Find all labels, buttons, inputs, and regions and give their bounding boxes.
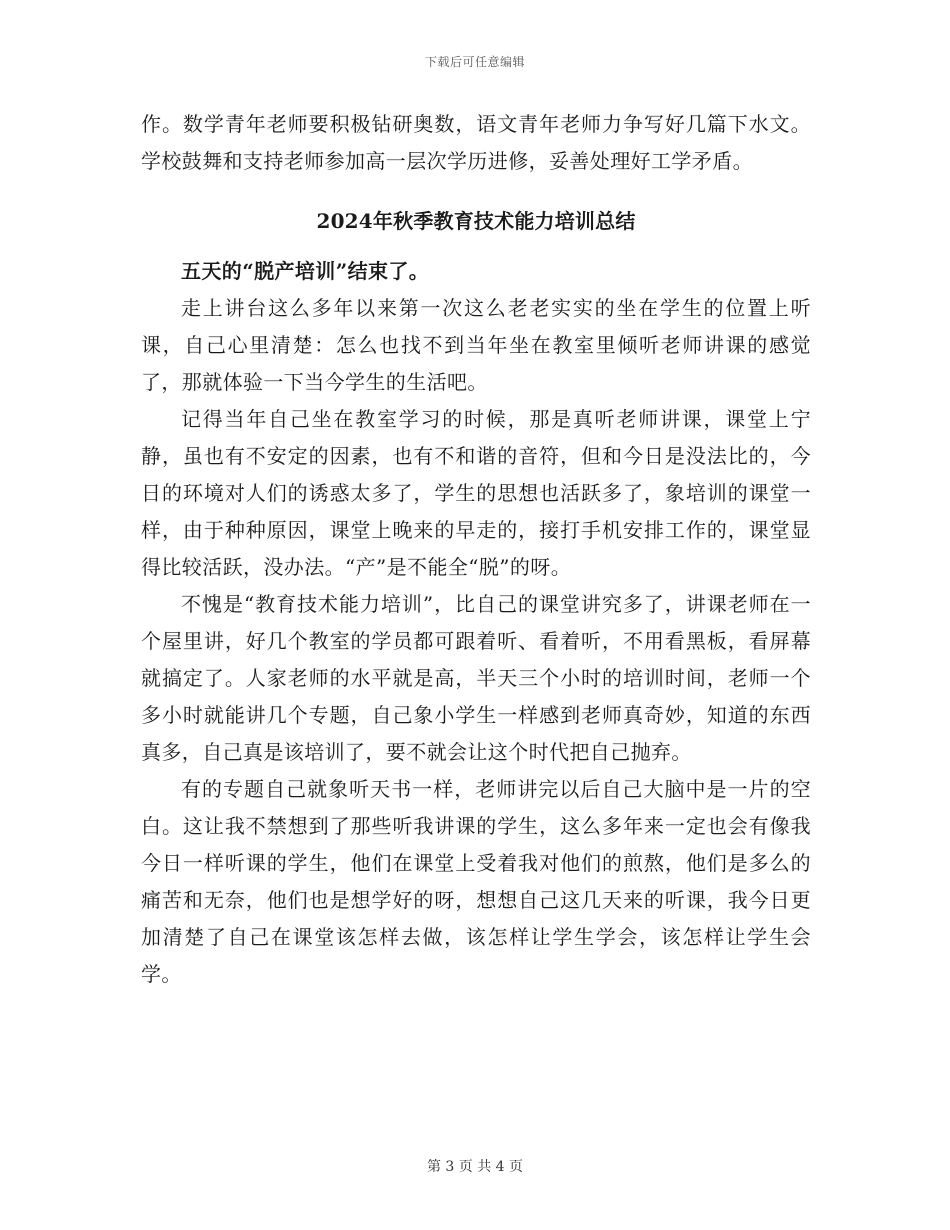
document-title: 2024年秋季教育技术能力培训总结 xyxy=(316,209,636,233)
paragraph: 走上讲台这么多年以来第一次这么老老实实的坐在学生的位置上听课，自己心里清楚：怎么也找不到当年坐在教室里倾听老师讲课的感觉了，那就体验一下当今学生的生活吧。 xyxy=(141,296,811,394)
intro-paragraph: 作。数学青年老师要积极钻研奥数，语文青年老师力争写好几篇下水文。学校鼓舞和支持老师参加高一层次学历进修，妥善处理好工学矛盾。 xyxy=(141,112,811,173)
paragraph-lead: 五天的“脱产培训”结束了。 xyxy=(181,259,430,283)
page-number: 第 3 页 共 4 页 xyxy=(426,1159,524,1175)
paragraph: 不愧是“教育技术能力培训”，比自己的课堂讲究多了，讲课老师在一个屋里讲，好几个教室的学员都可跟着听、看着听，不用看黑板，看屏幕就搞定了。人家老师的水平就是高，半天三个小时的培训时间，老师一个多小时就能讲几个专题，自己象小学生一样感到老师真奇妙，知道的东西真多，自己真是该培训了，要不就会让这个时代把自己抛弃。 xyxy=(141,592,811,764)
header-note: 下载后可任意编辑 xyxy=(424,55,525,69)
paragraph: 有的专题自己就象听天书一样，老师讲完以后自己大脑中是一片的空白。这让我不禁想到了那些听我讲课的学生，这么多年来一定也会有像我今日一样听课的学生，他们在课堂上受着我对他们的煎熬，他们是多么的痛苦和无奈，他们也是想学好的呀，想想自己这几天来的听课，我今日更加清楚了自己在课堂该怎样去做，该怎样让学生学会，该怎样让学生会学。 xyxy=(141,777,811,986)
document-body xyxy=(141,106,811,993)
paragraph: 记得当年自己坐在教室学习的时候，那是真听老师讲课，课堂上宁静，虽也有不安定的因素，也有不和谐的音符，但和今日是没法比的，今日的环境对人们的诱惑太多了，学生的思想也活跃多了，象培训的课堂一样，由于种种原因，课堂上晚来的早走的，接打手机安排工作的，课堂显得比较活跃，没办法。“产”是不能全“脱”的呀。 xyxy=(141,407,811,579)
